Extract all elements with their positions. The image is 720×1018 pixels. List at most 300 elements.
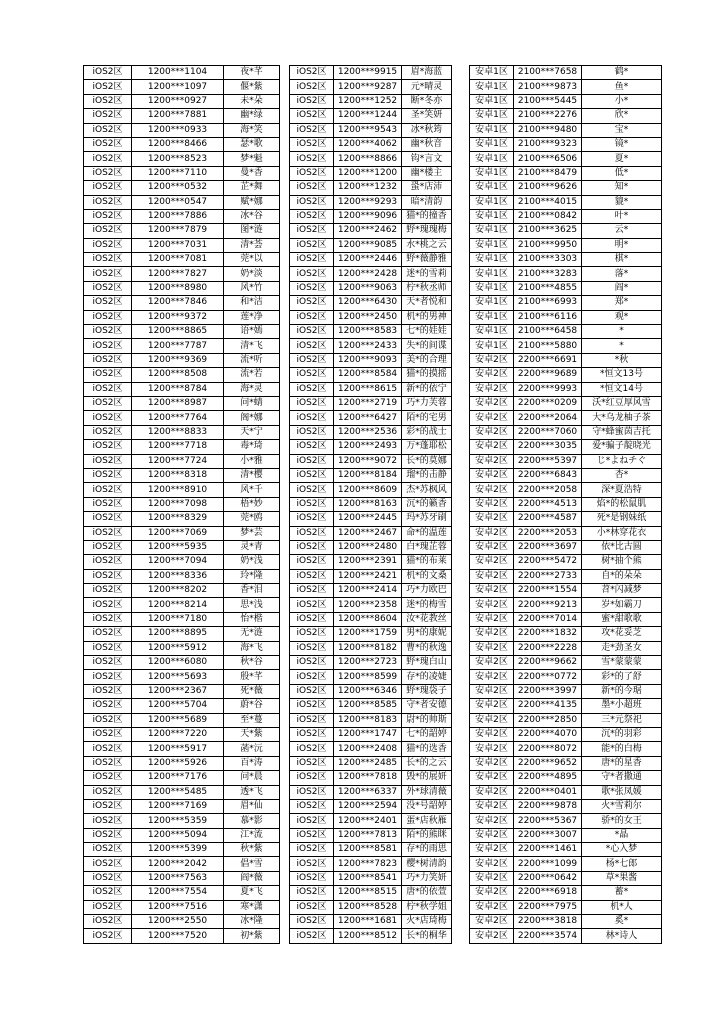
account-id-cell: 1200***9096 xyxy=(334,209,402,223)
player-name-cell: 猫*的摸摇 xyxy=(402,368,452,382)
server-cell: 安卓1区 xyxy=(470,224,514,238)
server-cell: iOS2区 xyxy=(84,526,132,540)
server-cell: iOS2区 xyxy=(84,411,132,425)
player-name-cell: 小* xyxy=(582,94,662,108)
account-id-cell: 2200***3574 xyxy=(514,929,582,943)
server-cell: iOS2区 xyxy=(290,771,334,785)
player-name-cell: 野*薇静雅 xyxy=(402,253,452,267)
table-row xyxy=(470,569,662,583)
player-name-cell: 男*的康妮 xyxy=(402,627,452,641)
table-row xyxy=(290,871,452,885)
table-row xyxy=(290,785,452,799)
table-row xyxy=(84,325,280,339)
player-name-cell: 杏* xyxy=(582,468,662,482)
table-row xyxy=(290,641,452,655)
server-cell: iOS2区 xyxy=(290,742,334,756)
player-name-cell: 棋* xyxy=(582,253,662,267)
table-row xyxy=(290,382,452,396)
server-cell: iOS2区 xyxy=(290,209,334,223)
player-name-cell: 初*紫 xyxy=(224,929,280,943)
player-name-cell: 蛩*店沛 xyxy=(402,181,452,195)
player-name-cell: 寒*潇 xyxy=(224,900,280,914)
server-cell: 安卓1区 xyxy=(470,195,514,209)
player-name-cell: 莞*以 xyxy=(224,253,280,267)
table-row xyxy=(290,526,452,540)
player-name-cell: 苕*闪减梦 xyxy=(582,584,662,598)
table-row xyxy=(470,468,662,482)
player-name-cell: 长*的之云 xyxy=(402,756,452,770)
account-id-cell: 1200***5094 xyxy=(132,828,224,842)
table-row xyxy=(470,66,662,80)
server-cell: 安卓2区 xyxy=(470,871,514,885)
account-id-cell: 1200***2485 xyxy=(334,756,402,770)
account-id-cell: 1200***2462 xyxy=(334,224,402,238)
player-name-cell: 美*的合理 xyxy=(402,353,452,367)
player-name-cell: 幽*绿 xyxy=(224,109,280,123)
player-name-cell: 唐*的星香 xyxy=(582,756,662,770)
account-id-cell: 2200***9662 xyxy=(514,656,582,670)
player-name-cell: 菡*沅 xyxy=(224,742,280,756)
player-name-cell: 清*荟 xyxy=(224,238,280,252)
account-id-cell: 1200***7818 xyxy=(334,771,402,785)
table-row xyxy=(84,526,280,540)
account-id-cell: 2200***2733 xyxy=(514,569,582,583)
account-id-cell: 2200***5397 xyxy=(514,454,582,468)
account-id-cell: 1200***9093 xyxy=(334,353,402,367)
table-row xyxy=(470,483,662,497)
server-cell: 安卓1区 xyxy=(470,66,514,80)
server-cell: iOS2区 xyxy=(290,512,334,526)
table-row xyxy=(470,166,662,180)
server-cell: 安卓2区 xyxy=(470,656,514,670)
table-row xyxy=(84,382,280,396)
player-name-cell: 沉*的籁香 xyxy=(402,497,452,511)
account-id-cell: 1200***6346 xyxy=(334,684,402,698)
account-id-cell: 1200***8866 xyxy=(334,152,402,166)
table-row xyxy=(84,296,280,310)
table-row xyxy=(84,900,280,914)
player-name-cell: 暗*清韵 xyxy=(402,195,452,209)
account-id-cell: 2200***3035 xyxy=(514,440,582,454)
server-cell: iOS2区 xyxy=(290,569,334,583)
account-id-cell: 1200***5399 xyxy=(132,843,224,857)
account-id-cell: 1200***7098 xyxy=(132,497,224,511)
server-cell: iOS2区 xyxy=(290,109,334,123)
player-name-cell: 巧*力芙蓉 xyxy=(402,396,452,410)
account-id-cell: 2200***7975 xyxy=(514,900,582,914)
player-name-cell: 幽*秋音 xyxy=(402,137,452,151)
server-cell: iOS2区 xyxy=(84,598,132,612)
server-cell: iOS2区 xyxy=(290,123,334,137)
server-cell: iOS2区 xyxy=(290,713,334,727)
account-id-cell: 2200***4070 xyxy=(514,727,582,741)
table-row xyxy=(470,656,662,670)
player-name-cell: 灵*青 xyxy=(224,540,280,554)
server-cell: iOS2区 xyxy=(290,152,334,166)
table-row xyxy=(84,339,280,353)
account-id-cell: 1200***8528 xyxy=(334,900,402,914)
player-name-cell: 火*店琦梅 xyxy=(402,915,452,929)
player-name-cell: 蜜*甜歌歌 xyxy=(582,612,662,626)
account-id-cell: 2200***9652 xyxy=(514,756,582,770)
player-name-cell: 天*者悦和 xyxy=(402,296,452,310)
table-row xyxy=(84,713,280,727)
winner-table-1 xyxy=(83,65,280,944)
player-name-cell: 图*涟 xyxy=(224,224,280,238)
server-cell: iOS2区 xyxy=(290,785,334,799)
player-name-cell: 清*飞 xyxy=(224,339,280,353)
table-row xyxy=(84,166,280,180)
player-name-cell: 存*的雨思 xyxy=(402,843,452,857)
server-cell: iOS2区 xyxy=(84,181,132,195)
player-name-cell: 落* xyxy=(582,267,662,281)
server-cell: iOS2区 xyxy=(290,195,334,209)
server-cell: iOS2区 xyxy=(290,929,334,943)
player-name-cell: 长*的莫娜 xyxy=(402,454,452,468)
account-id-cell: 1200***9072 xyxy=(334,454,402,468)
account-id-cell: 1200***8581 xyxy=(334,843,402,857)
player-name-cell: 鱼* xyxy=(582,80,662,94)
account-id-cell: 1200***8833 xyxy=(132,425,224,439)
player-name-cell: 偃*紫 xyxy=(224,80,280,94)
table-row xyxy=(84,353,280,367)
server-cell: iOS2区 xyxy=(290,670,334,684)
server-cell: iOS2区 xyxy=(290,699,334,713)
account-id-cell: 1200***2408 xyxy=(334,742,402,756)
table-row xyxy=(290,727,452,741)
server-cell: iOS2区 xyxy=(290,612,334,626)
player-name-cell: 夏*飞 xyxy=(224,886,280,900)
server-cell: iOS2区 xyxy=(290,814,334,828)
table-row xyxy=(84,828,280,842)
player-name-cell: 百*涛 xyxy=(224,756,280,770)
server-cell: iOS2区 xyxy=(84,799,132,813)
table-row xyxy=(470,814,662,828)
table-row xyxy=(84,756,280,770)
account-id-cell: 1200***8541 xyxy=(334,871,402,885)
player-name-cell: 和*洁 xyxy=(224,296,280,310)
player-name-cell: 陌*的熊眯 xyxy=(402,828,452,842)
player-name-cell: 三*元祭祀 xyxy=(582,713,662,727)
server-cell: iOS2区 xyxy=(290,497,334,511)
account-id-cell: 1200***7881 xyxy=(132,109,224,123)
table-row xyxy=(290,684,452,698)
player-name-cell: 迷*的梅雪 xyxy=(402,598,452,612)
server-cell: 安卓2区 xyxy=(470,713,514,727)
account-id-cell: 2100***6458 xyxy=(514,325,582,339)
table-row xyxy=(84,152,280,166)
account-id-cell: 2100***0842 xyxy=(514,209,582,223)
player-name-cell: 猫*的布莱 xyxy=(402,555,452,569)
player-name-cell: 钩*言文 xyxy=(402,152,452,166)
player-name-cell: 樱*树清韵 xyxy=(402,857,452,871)
server-cell: iOS2区 xyxy=(290,900,334,914)
server-cell: 安卓2区 xyxy=(470,468,514,482)
player-name-cell: 守*者撒通 xyxy=(582,771,662,785)
server-cell: iOS2区 xyxy=(84,152,132,166)
server-cell: 安卓2区 xyxy=(470,569,514,583)
account-id-cell: 1200***8214 xyxy=(132,598,224,612)
server-cell: 安卓1区 xyxy=(470,166,514,180)
table-row xyxy=(470,742,662,756)
player-name-cell: 万*蓬耶松 xyxy=(402,440,452,454)
table-row xyxy=(84,540,280,554)
server-cell: iOS2区 xyxy=(84,382,132,396)
player-name-cell: 蓄* xyxy=(582,886,662,900)
account-id-cell: 1200***9369 xyxy=(132,353,224,367)
account-id-cell: 2100***6506 xyxy=(514,152,582,166)
player-name-cell: 七*的娃娃 xyxy=(402,325,452,339)
table-row xyxy=(290,339,452,353)
player-name-cell: 曹*的秋逸 xyxy=(402,641,452,655)
account-id-cell: 2100***3625 xyxy=(514,224,582,238)
player-name-cell: 依*比古圆 xyxy=(582,540,662,554)
account-id-cell: 2200***1832 xyxy=(514,627,582,641)
table-row xyxy=(290,814,452,828)
player-name-cell: 眉*海蓝 xyxy=(402,66,452,80)
table-row xyxy=(84,871,280,885)
server-cell: 安卓2区 xyxy=(470,440,514,454)
server-cell: 安卓2区 xyxy=(470,929,514,943)
server-cell: iOS2区 xyxy=(84,857,132,871)
account-id-cell: 1200***2536 xyxy=(334,425,402,439)
account-id-cell: 1200***1759 xyxy=(334,627,402,641)
table-row xyxy=(290,857,452,871)
account-id-cell: 1200***5917 xyxy=(132,742,224,756)
player-name-cell: 倡*雪 xyxy=(224,857,280,871)
account-id-cell: 2200***2064 xyxy=(514,411,582,425)
player-name-cell: *恒文14号 xyxy=(582,382,662,396)
account-id-cell: 2200***3697 xyxy=(514,540,582,554)
player-name-cell: 流*若 xyxy=(224,368,280,382)
table-row xyxy=(290,440,452,454)
account-id-cell: 1200***7554 xyxy=(132,886,224,900)
server-cell: 安卓2区 xyxy=(470,368,514,382)
account-id-cell: 1200***9372 xyxy=(132,310,224,324)
server-cell: iOS2区 xyxy=(290,598,334,612)
player-name-cell: 杨*七郎 xyxy=(582,857,662,871)
table-row xyxy=(470,123,662,137)
table-row xyxy=(290,181,452,195)
table-row xyxy=(290,152,452,166)
account-id-cell: 1200***7718 xyxy=(132,440,224,454)
table-row xyxy=(470,310,662,324)
server-cell: iOS2区 xyxy=(290,425,334,439)
player-name-cell: 奶*浅 xyxy=(224,555,280,569)
server-cell: 安卓2区 xyxy=(470,727,514,741)
player-name-cell: 莞*鸥 xyxy=(224,512,280,526)
player-name-cell: * xyxy=(582,339,662,353)
server-cell: iOS2区 xyxy=(84,656,132,670)
player-name-cell: 元*晴灵 xyxy=(402,80,452,94)
server-cell: 安卓2区 xyxy=(470,900,514,914)
server-cell: iOS2区 xyxy=(290,440,334,454)
player-name-cell: 失*的间谍 xyxy=(402,339,452,353)
table-row xyxy=(84,411,280,425)
server-cell: 安卓2区 xyxy=(470,814,514,828)
table-row xyxy=(290,713,452,727)
server-cell: 安卓2区 xyxy=(470,886,514,900)
server-cell: iOS2区 xyxy=(290,181,334,195)
server-cell: iOS2区 xyxy=(84,900,132,914)
account-id-cell: 2200***3818 xyxy=(514,915,582,929)
table-row xyxy=(470,137,662,151)
table-row xyxy=(84,137,280,151)
table-row xyxy=(84,569,280,583)
player-name-cell: 焰*的松鼠肌 xyxy=(582,497,662,511)
table-row xyxy=(84,612,280,626)
server-cell: iOS2区 xyxy=(84,339,132,353)
player-name-cell: * xyxy=(582,325,662,339)
server-cell: iOS2区 xyxy=(84,713,132,727)
account-id-cell: 2200***4587 xyxy=(514,512,582,526)
account-id-cell: 1200***7169 xyxy=(132,799,224,813)
account-id-cell: 1200***8599 xyxy=(334,670,402,684)
table-row xyxy=(290,238,452,252)
table-row xyxy=(470,195,662,209)
account-id-cell: 2200***0772 xyxy=(514,670,582,684)
player-name-cell: 怡*楷 xyxy=(224,612,280,626)
player-name-cell: 机*的文桑 xyxy=(402,569,452,583)
account-id-cell: 1200***5693 xyxy=(132,670,224,684)
player-name-cell: 赋*娜 xyxy=(224,195,280,209)
table-row xyxy=(470,80,662,94)
player-name-cell: 小*林穿花衣 xyxy=(582,526,662,540)
table-row xyxy=(470,526,662,540)
table-row xyxy=(84,555,280,569)
server-cell: 安卓2区 xyxy=(470,799,514,813)
server-cell: iOS2区 xyxy=(84,267,132,281)
account-id-cell: 1200***2042 xyxy=(132,857,224,871)
account-id-cell: 1200***8784 xyxy=(132,382,224,396)
player-name-cell: 玲*隆 xyxy=(224,569,280,583)
server-cell: 安卓1区 xyxy=(470,94,514,108)
table-row xyxy=(470,181,662,195)
account-id-cell: 2200***6918 xyxy=(514,886,582,900)
table-row xyxy=(470,109,662,123)
server-cell: iOS2区 xyxy=(84,353,132,367)
account-id-cell: 1200***7520 xyxy=(132,929,224,943)
table-row xyxy=(470,396,662,410)
table-row xyxy=(470,598,662,612)
server-cell: 安卓1区 xyxy=(470,123,514,137)
account-id-cell: 1200***8184 xyxy=(334,468,402,482)
server-cell: 安卓2区 xyxy=(470,771,514,785)
player-name-cell: 白*瑰芷蓉 xyxy=(402,540,452,554)
account-id-cell: 1200***1104 xyxy=(132,66,224,80)
account-id-cell: 1200***8910 xyxy=(132,483,224,497)
server-cell: iOS2区 xyxy=(290,656,334,670)
player-name-cell: 圣*笑妍 xyxy=(402,109,452,123)
server-cell: iOS2区 xyxy=(84,483,132,497)
table-row xyxy=(290,512,452,526)
table-row xyxy=(290,742,452,756)
player-name-cell: *秋 xyxy=(582,353,662,367)
server-cell: iOS2区 xyxy=(84,929,132,943)
table-row xyxy=(470,699,662,713)
table-row xyxy=(84,598,280,612)
account-id-cell: 1200***0532 xyxy=(132,181,224,195)
server-cell: iOS2区 xyxy=(290,281,334,295)
player-name-cell: 死*薇 xyxy=(224,684,280,698)
player-name-cell: 奚* xyxy=(582,915,662,929)
server-cell: iOS2区 xyxy=(290,483,334,497)
server-cell: iOS2区 xyxy=(290,727,334,741)
server-cell: iOS2区 xyxy=(84,396,132,410)
account-id-cell: 1200***9287 xyxy=(334,80,402,94)
server-cell: iOS2区 xyxy=(84,137,132,151)
account-id-cell: 1200***0927 xyxy=(132,94,224,108)
table-row xyxy=(290,137,452,151)
server-cell: 安卓2区 xyxy=(470,742,514,756)
table-row xyxy=(84,440,280,454)
table-row xyxy=(290,454,452,468)
table-row xyxy=(84,238,280,252)
server-cell: iOS2区 xyxy=(84,612,132,626)
server-cell: iOS2区 xyxy=(84,886,132,900)
server-cell: 安卓2区 xyxy=(470,425,514,439)
table-row xyxy=(290,828,452,842)
table-row xyxy=(470,540,662,554)
account-id-cell: 1200***5689 xyxy=(132,713,224,727)
account-id-cell: 1200***4062 xyxy=(334,137,402,151)
table-row xyxy=(84,727,280,741)
player-name-cell: 梧*妙 xyxy=(224,497,280,511)
account-id-cell: 1200***7764 xyxy=(132,411,224,425)
account-id-cell: 2200***6843 xyxy=(514,468,582,482)
account-id-cell: 1200***8318 xyxy=(132,468,224,482)
account-id-cell: 1200***2433 xyxy=(334,339,402,353)
account-id-cell: 1200***7886 xyxy=(132,209,224,223)
player-name-cell: 梦*魁 xyxy=(224,152,280,166)
server-cell: iOS2区 xyxy=(290,325,334,339)
server-cell: 安卓1区 xyxy=(470,109,514,123)
player-name-cell: 风*千 xyxy=(224,483,280,497)
player-name-cell: 巧*力欧巴 xyxy=(402,584,452,598)
account-id-cell: 2100***4015 xyxy=(514,195,582,209)
table-row xyxy=(290,425,452,439)
server-cell: iOS2区 xyxy=(290,411,334,425)
server-cell: iOS2区 xyxy=(290,915,334,929)
server-cell: iOS2区 xyxy=(84,843,132,857)
account-id-cell: 1200***8512 xyxy=(334,929,402,943)
server-cell: 安卓2区 xyxy=(470,684,514,698)
account-id-cell: 1200***2719 xyxy=(334,396,402,410)
account-id-cell: 1200***2391 xyxy=(334,555,402,569)
player-name-cell: 骄*的女王 xyxy=(582,814,662,828)
server-cell: 安卓2区 xyxy=(470,555,514,569)
table-row xyxy=(290,353,452,367)
server-cell: iOS2区 xyxy=(84,325,132,339)
table-row xyxy=(470,785,662,799)
server-cell: iOS2区 xyxy=(290,886,334,900)
table-row xyxy=(84,123,280,137)
player-name-cell: 眉*仙 xyxy=(224,799,280,813)
player-name-cell: 外*球清薇 xyxy=(402,785,452,799)
player-name-cell: 毒*琦 xyxy=(224,440,280,454)
account-id-cell: 1200***2594 xyxy=(334,799,402,813)
table-row xyxy=(84,627,280,641)
account-id-cell: 1200***7813 xyxy=(334,828,402,842)
player-name-cell: *心入梦 xyxy=(582,843,662,857)
server-cell: iOS2区 xyxy=(84,555,132,569)
account-id-cell: 1200***8182 xyxy=(334,641,402,655)
player-name-cell: 没*号韶婷 xyxy=(402,799,452,813)
player-name-cell: 野*瑰袋子 xyxy=(402,684,452,698)
account-id-cell: 1200***6430 xyxy=(334,296,402,310)
table-row xyxy=(470,799,662,813)
table-row xyxy=(84,181,280,195)
